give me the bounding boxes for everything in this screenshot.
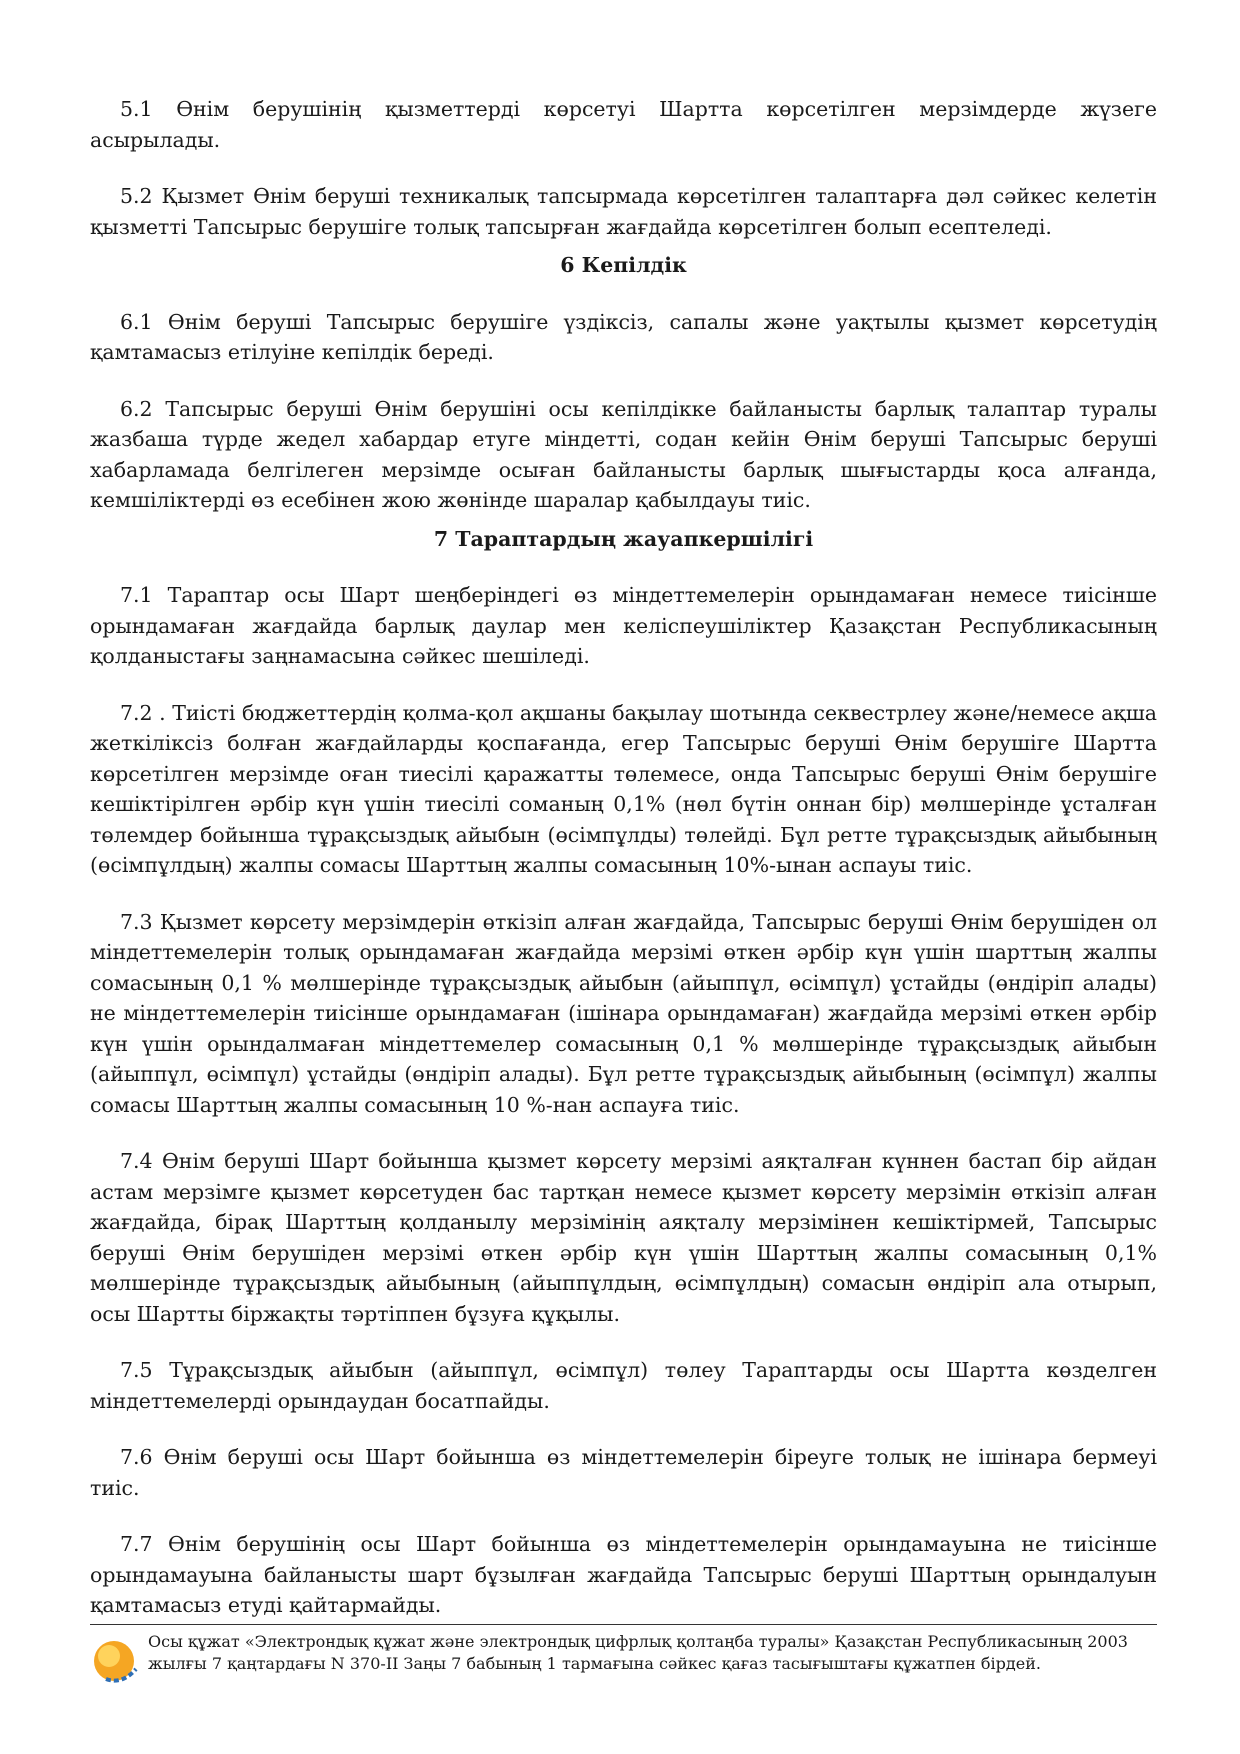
paragraph-7-5: 7.5 Тұрақсыздық айыбын (айыппұл, өсімпұл) төлеу Тараптарды осы Шартта көзделген міндеттемелерді орындаудан босатпайды.	[90, 1358, 1157, 1413]
paragraph-7-4: 7.4 Өнім беруші Шарт бойынша қызмет көрсету мерзімі аяқталған күннен бастап бір айдан астам мерзімге қызмет көрсетуден бас тартқан немесе қызмет көрсету мерзімін өткізіп алған жағдайда, бірақ Шарттың қолданылу мерзімінің аяқталу мерзімінен кешіктірмей, Тапсырыс беруші Өнім берушіден мерзімі өткен әрбір күн үшін Шарттың жалпы сомасының 0,1% мөлшерінде тұрақсыздық айыбының (айыппұлдың, өсімпұлдың) сомасын өндіріп ала отырып, осы Шартты біржақты тәртіппен бұзуға құқылы.	[90, 1149, 1157, 1326]
paragraph-5-2: 5.2 Қызмет Өнім беруші техникалық тапсырмада көрсетілген талаптарға дәл сәйкес келетін қызметті Тапсырыс берушіге толық тапсырған жағдайда көрсетілген болып есептеледі.	[90, 184, 1157, 239]
paragraph-7-2: 7.2 . Тиісті бюджеттердің қолма-қол ақшаны бақылау шотында секвестрлеу және/немесе ақша жеткіліксіз болған жағдайларды қоспағанда, егер Тапсырыс беруші Өнім берушіге Шартта көрсетілген мерзімде оған тиесілі қаражатты төлемесе, онда Тапсырыс беруші Өнім берушіге кешіктірілген әрбір күн үшін тиесілі соманың 0,1% (нөл бүтін оннан бір) мөлшерінде ұсталған төлемдер бойынша тұрақсыздық айыбын (өсімпұлды) төлейді. Бұл ретте тұрақсыздық айыбының (өсімпұлдың) жалпы сомасы Шарттың жалпы сомасының 10%-ынан аспауы тиіс.	[90, 700, 1157, 877]
paragraph-6-2: 6.2 Тапсырыс беруші Өнім берушіні осы кепілдікке байланысты барлық талаптар туралы жазбаша түрде жедел хабардар етуге міндетті, содан кейін Өнім беруші Тапсырыс беруші хабарламада белгілеген мерзімде осыған байланысты барлық шығыстарды қоса алғанда, кемшіліктерді өз есебінен жою жөнінде шаралар қабылдауы тиіс.	[90, 396, 1157, 512]
paragraph-7-3: 7.3 Қызмет көрсету мерзімдерін өткізіп алған жағдайда, Тапсырыс беруші Өнім берушіден ол міндеттемелерін толық орындамаған жағдайда мерзімі өткен әрбір күн үшін шарттың жалпы сомасының 0,1 % мөлшерінде тұрақсыздық айыбын (айыппұл, өсімпұл) ұстайды (өндіріп алады) не міндеттемелерін тиісінше орындамаған (ішінара орындамаған) жағдайда мерзімі өткен әрбір күн үшін орындалмаған міндеттемелер сомасының 0,1 % мөлшерінде тұрақсыздық айыбын (айыппұл, өсімпұл) ұстайды (өндіріп алады). Бұл ретте тұрақсыздық айыбының (өсімпұл) жалпы сомасы Шарттың жалпы сомасының 10 %-нан аспауға тиіс.	[90, 909, 1157, 1117]
paragraph-6-1: 6.1 Өнім беруші Тапсырыс берушіге үздіксіз, сапалы және уақтылы қызмет көрсетудің қамтамасыз етілуіне кепілдік береді.	[90, 309, 1157, 364]
paragraph-7-1: 7.1 Тараптар осы Шарт шеңберіндегі өз міндеттемелерін орындамаған немесе тиісінше орындамаған жағдайда барлық даулар мен келіспеушіліктер Қазақстан Республикасының қолданыстағы заңнамасына сәйкес шешіледі.	[90, 583, 1157, 668]
section-heading-6: 6 Кепілдік	[560, 253, 687, 277]
egov-sun-logo-icon	[92, 1639, 142, 1689]
paragraph-5-1: 5.1 Өнім берушінің қызметтерді көрсетуі Шартта көрсетілген мерзімдерде жүзеге асырылады.	[90, 97, 1157, 152]
document-body	[90, 94, 1157, 1647]
page-footer	[90, 1624, 1157, 1675]
paragraph-7-6: 7.6 Өнім беруші осы Шарт бойынша өз міндеттемелерін біреуге толық не ішінара бермеуі тиіс.	[90, 1445, 1157, 1500]
paragraph-7-7: 7.7 Өнім берушінің осы Шарт бойынша өз міндеттемелерін орындамауына не тиісінше орындамауына байланысты шарт бұзылған жағдайда Тапсырыс беруші Шарттың орындалуын қамтамасыз етуді қайтармайды.	[90, 1532, 1157, 1617]
footer-legal-notice: Осы құжат «Электрондық құжат және электрондық цифрлық қолтаңба туралы» Қазақстан Республикасының 2003 жылғы 7 қаңтардағы N 370-II Заңы 7 бабының 1 тармағына сәйкес қағаз тасығыштағы құжатпен бірдей.	[148, 1632, 1128, 1673]
section-heading-7: 7 Тараптардың жауапкершілігі	[433, 526, 814, 551]
